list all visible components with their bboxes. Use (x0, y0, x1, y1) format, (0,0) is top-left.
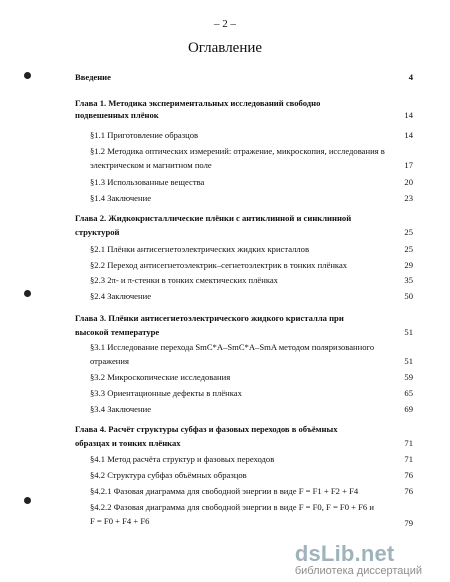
toc-section-page: 23 (404, 193, 413, 203)
hole-punch-dot (24, 497, 31, 504)
toc-section-page: 29 (404, 260, 413, 270)
toc-section[interactable]: §3.4 Заключение (90, 404, 152, 414)
toc-section-continued[interactable]: электрическом и магнитном поле (90, 160, 212, 170)
toc-chapter-heading[interactable]: Глава 1. Методика экспериментальных исследований свободно (75, 98, 321, 108)
toc-section[interactable]: §3.1 Исследование перехода SmC*A–SmC*A–SmA методом поляризованного (90, 342, 375, 352)
toc-section-page: 76 (404, 486, 413, 496)
toc-section-page: 17 (404, 160, 413, 170)
toc-chapter-heading[interactable]: образцах и тонких плёнках (75, 438, 181, 448)
toc-chapter-heading[interactable]: Глава 3. Плёнки антисегнетоэлектрического жидкого кристалла при (75, 313, 344, 323)
toc-section-page: 71 (404, 454, 413, 464)
dslib-watermark (295, 541, 422, 577)
toc-section-page: 35 (404, 275, 413, 285)
toc-section-page: 69 (404, 404, 413, 414)
page-number: – 2 – (214, 18, 236, 30)
toc-subsection-continued[interactable]: F = F0 + F4 + F6 (90, 516, 150, 526)
toc-chapter-page: 25 (404, 227, 413, 237)
toc-section-page: 51 (404, 356, 413, 366)
toc-section[interactable]: §2.2 Переход антисегнетоэлектрик–сегнетоэлектрик в тонких плёнках (90, 260, 348, 270)
toc-section[interactable]: §1.2 Методика оптических измерений: отражение, микроскопия, исследования в (90, 146, 385, 156)
toc-section[interactable]: §1.1 Приготовление образцов (90, 130, 199, 140)
toc-chapter-page: 14 (404, 110, 413, 120)
dslib-tagline: библиотека диссертаций (294, 565, 422, 577)
toc-intro-label[interactable]: Введение (75, 72, 111, 82)
toc-section[interactable]: §2.4 Заключение (90, 291, 152, 301)
hole-punch-dot (24, 72, 31, 79)
toc-chapter-heading[interactable]: Глава 4. Расчёт структуры субфаз и фазовых переходов в объёмных (75, 424, 338, 434)
hole-punch-dot (24, 290, 31, 297)
toc-section-page: 65 (404, 388, 413, 398)
toc-section-page: 76 (404, 470, 413, 480)
toc-section-continued[interactable]: отражения (90, 356, 129, 366)
toc-section[interactable]: §1.4 Заключение (90, 193, 152, 203)
toc-section[interactable]: §1.3 Использованные вещества (90, 177, 205, 187)
toc-chapter-heading[interactable]: Глава 2. Жидкокристаллические плёнки с антиклинной и синклинной (75, 213, 352, 223)
toc-section-page: 20 (404, 177, 413, 187)
toc-chapter-heading[interactable]: высокой температуре (75, 327, 160, 337)
toc-section-page: 79 (404, 518, 413, 528)
toc-section[interactable]: §2.3 2π- и π-стенки в тонких смектических плёнках (90, 275, 278, 285)
toc-intro-page: 4 (408, 72, 413, 82)
toc-chapter-heading[interactable]: структурой (75, 227, 120, 237)
toc-subsection[interactable]: §4.2.1 Фазовая диаграмма для свободной энергии в виде F = F1 + F2 + F4 (90, 486, 359, 496)
toc-chapter-page: 51 (404, 327, 413, 337)
toc-title: Оглавление (187, 40, 263, 56)
toc-section-page: 25 (404, 244, 413, 254)
toc-chapter-page: 71 (404, 438, 413, 448)
toc-section-page: 14 (404, 130, 413, 140)
toc-subsection[interactable]: §4.2.2 Фазовая диаграмма для свободной энергии в виде F = F0, F = F0 + F6 и (90, 502, 374, 512)
toc-section-page: 50 (404, 291, 413, 301)
dslib-logo: dsLib.net (294, 541, 395, 566)
toc-section[interactable]: §3.3 Ориентационные дефекты в плёнках (90, 388, 242, 398)
toc-section[interactable]: §4.1 Метод расчёта структур и фазовых переходов (90, 454, 275, 464)
toc-section[interactable]: §4.2 Структура субфаз объёмных образцов (90, 470, 247, 480)
toc-section[interactable]: §2.1 Плёнки антисегнетоэлектрических жидких кристаллов (90, 244, 310, 254)
toc-section[interactable]: §3.2 Микроскопические исследования (90, 372, 231, 382)
toc-chapter-heading[interactable]: подвешенных плёнок (75, 110, 159, 120)
toc-section-page: 59 (404, 372, 413, 382)
